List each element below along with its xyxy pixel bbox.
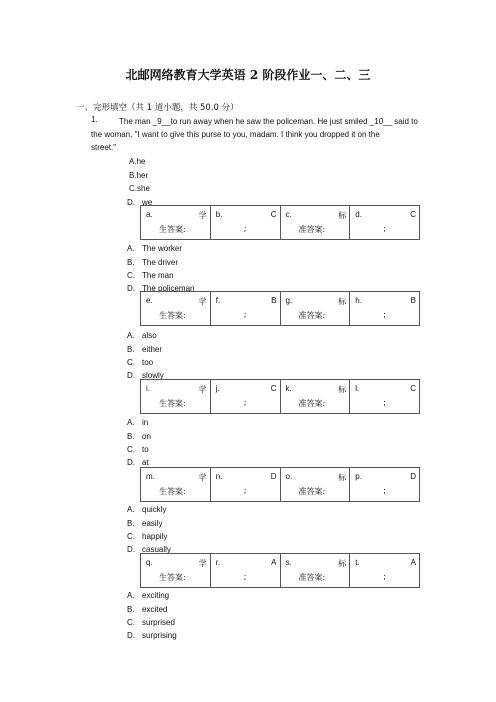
question-line: street." bbox=[91, 143, 117, 153]
question-line: The man _9__to run away when he saw the policeman. He just smiled _10__ said to bbox=[119, 117, 418, 126]
option-letter: A. bbox=[129, 157, 137, 166]
option-item bbox=[127, 432, 151, 441]
option-text: exciting bbox=[142, 591, 170, 600]
option-letter: D. bbox=[127, 371, 135, 380]
cell-label: b. bbox=[215, 210, 223, 219]
cell-label: f. bbox=[215, 296, 221, 305]
option-item bbox=[127, 618, 175, 627]
semicolon: ; bbox=[243, 398, 247, 407]
option-item bbox=[127, 258, 178, 267]
option-letter: A. bbox=[127, 418, 135, 427]
option-text: casually bbox=[142, 545, 171, 554]
option-text: The policeman bbox=[142, 284, 195, 293]
option-text: surprised bbox=[142, 618, 175, 627]
option-item bbox=[127, 519, 162, 528]
cell-label-bottom: 准答案: bbox=[298, 225, 326, 234]
option-item bbox=[127, 505, 166, 514]
cell-label-top: 学 bbox=[198, 559, 207, 568]
option-letter: D. bbox=[127, 545, 135, 554]
answer-cell bbox=[350, 292, 420, 326]
cell-label-bottom: 准答案: bbox=[298, 311, 326, 320]
answer-cell bbox=[210, 468, 280, 502]
answer-cell bbox=[141, 206, 211, 240]
cell-label-bottom: 生答案: bbox=[159, 487, 186, 496]
option-text: in bbox=[142, 418, 149, 427]
option-text: she bbox=[137, 184, 150, 193]
option-text: at bbox=[142, 458, 149, 467]
option-item bbox=[127, 244, 182, 253]
option-item bbox=[127, 605, 167, 614]
answer-cell bbox=[141, 554, 211, 588]
answer-cell bbox=[280, 554, 350, 588]
answer-value: D bbox=[410, 472, 416, 481]
cell-label: r. bbox=[215, 558, 221, 567]
option-letter: B. bbox=[129, 171, 137, 180]
option-letter: D. bbox=[127, 458, 135, 467]
option-text: The worker bbox=[142, 244, 183, 253]
option-item bbox=[129, 157, 145, 166]
option-text: The man bbox=[142, 271, 174, 280]
cell-label-top: 标 bbox=[338, 297, 347, 306]
option-letter: C. bbox=[129, 184, 137, 193]
option-letter: D. bbox=[127, 198, 135, 207]
answer-table bbox=[140, 291, 420, 326]
option-item bbox=[127, 271, 174, 280]
semicolon: ; bbox=[383, 486, 386, 495]
answer-value: C bbox=[270, 384, 277, 393]
question-number: 1. bbox=[91, 115, 98, 124]
question-text bbox=[91, 115, 418, 155]
cell-label-top: 标 bbox=[338, 473, 347, 482]
option-item bbox=[127, 591, 169, 600]
cell-label-bottom: 生答案: bbox=[159, 573, 186, 582]
option-text: quickly bbox=[142, 505, 167, 514]
answer-value: B bbox=[410, 296, 416, 305]
answer-cell bbox=[210, 206, 280, 240]
semicolon: ; bbox=[383, 572, 386, 581]
cell-label: i. bbox=[146, 384, 150, 393]
semicolon: ; bbox=[243, 310, 247, 319]
option-item bbox=[127, 445, 149, 454]
cell-label: c. bbox=[285, 210, 292, 219]
option-letter: B. bbox=[127, 345, 135, 354]
option-letter: A. bbox=[127, 244, 135, 253]
option-letter: A. bbox=[127, 591, 135, 600]
question-line: the woman, "I want to give this purse to you, madam. I think you dropped it on the bbox=[91, 130, 380, 140]
cell-label-top: 学 bbox=[198, 473, 207, 482]
option-letter: A. bbox=[127, 331, 135, 340]
cell-label-bottom: 准答案: bbox=[298, 487, 326, 496]
option-item bbox=[127, 331, 157, 340]
answer-value: D bbox=[270, 472, 277, 481]
answer-value: C bbox=[410, 384, 416, 393]
cell-label: g. bbox=[285, 296, 293, 305]
cell-label: p. bbox=[355, 472, 362, 481]
answer-cell bbox=[280, 206, 350, 240]
option-text: too bbox=[142, 358, 154, 367]
option-item bbox=[129, 171, 148, 180]
cell-label-bottom: 准答案: bbox=[298, 573, 326, 582]
cell-label-top: 学 bbox=[198, 297, 207, 306]
answer-cell bbox=[210, 292, 280, 326]
cell-label: a. bbox=[146, 210, 153, 219]
option-letter: D. bbox=[127, 631, 135, 640]
option-text: slowly bbox=[142, 371, 164, 380]
option-letter: C. bbox=[127, 358, 135, 367]
answer-cell bbox=[141, 292, 211, 326]
option-text: we bbox=[142, 198, 153, 207]
cell-label: n. bbox=[215, 472, 223, 481]
option-text: either bbox=[142, 345, 163, 354]
answer-cell bbox=[141, 380, 211, 414]
option-item bbox=[127, 358, 153, 367]
cell-label: q. bbox=[146, 558, 153, 567]
option-letter: B. bbox=[127, 605, 135, 614]
option-item bbox=[127, 418, 148, 427]
cell-label-bottom: 生答案: bbox=[159, 399, 186, 408]
option-text: also bbox=[142, 331, 157, 340]
answer-cell bbox=[210, 380, 280, 414]
option-item bbox=[127, 458, 149, 467]
option-letter: A. bbox=[127, 505, 135, 514]
semicolon: ; bbox=[383, 224, 386, 233]
option-item bbox=[127, 345, 162, 354]
answer-table bbox=[140, 205, 420, 240]
option-letter: B. bbox=[127, 432, 135, 441]
option-letter: C. bbox=[127, 271, 135, 280]
cell-label-bottom: 生答案: bbox=[159, 225, 186, 234]
cell-label: d. bbox=[355, 210, 362, 219]
option-text: happily bbox=[142, 532, 168, 541]
option-letter: B. bbox=[127, 519, 135, 528]
cell-label: l. bbox=[355, 384, 360, 393]
option-item bbox=[127, 532, 167, 541]
option-letter: C. bbox=[127, 618, 135, 627]
option-text: easily bbox=[142, 519, 163, 528]
option-text: to bbox=[142, 445, 149, 454]
option-text: on bbox=[142, 432, 151, 441]
answer-value: C bbox=[410, 210, 416, 219]
cell-label-top: 标 bbox=[338, 559, 347, 568]
answer-table bbox=[140, 467, 420, 502]
option-text: her bbox=[136, 171, 149, 180]
answer-cell bbox=[280, 292, 350, 326]
answer-cell bbox=[280, 380, 350, 414]
answer-value: A bbox=[271, 558, 277, 567]
cell-label: m. bbox=[146, 472, 155, 481]
cell-label-bottom: 生答案: bbox=[159, 311, 186, 320]
answer-cell bbox=[350, 554, 420, 588]
semicolon: ; bbox=[243, 486, 247, 495]
answer-cell bbox=[141, 468, 211, 502]
option-letter: C. bbox=[127, 445, 135, 454]
cell-label: j. bbox=[215, 384, 220, 393]
option-text: The driver bbox=[142, 258, 179, 267]
cell-label: e. bbox=[146, 296, 153, 305]
cell-label-top: 标 bbox=[338, 385, 347, 394]
semicolon: ; bbox=[243, 224, 247, 233]
option-text: excited bbox=[142, 605, 168, 614]
answer-value: C bbox=[270, 210, 277, 219]
cell-label: h. bbox=[355, 296, 362, 305]
option-item bbox=[129, 184, 150, 193]
option-letter: D. bbox=[127, 284, 135, 293]
answer-value: A bbox=[410, 558, 416, 567]
answer-table bbox=[140, 379, 420, 414]
answer-cell bbox=[210, 554, 280, 588]
answer-cell bbox=[350, 206, 420, 240]
cell-label-bottom: 准答案: bbox=[298, 399, 326, 408]
answer-value: B bbox=[271, 296, 277, 305]
answer-cell bbox=[280, 468, 350, 502]
answer-cell bbox=[350, 380, 420, 414]
option-item bbox=[127, 631, 177, 640]
semicolon: ; bbox=[243, 572, 247, 581]
option-letter: B. bbox=[127, 258, 135, 267]
answer-cell bbox=[350, 468, 420, 502]
option-text: he bbox=[136, 157, 146, 166]
cell-label: s. bbox=[285, 558, 292, 567]
cell-label-top: 标 bbox=[338, 211, 347, 220]
answer-table bbox=[140, 553, 420, 588]
semicolon: ; bbox=[383, 310, 386, 319]
page-title: 北邮网络教育大学英语 2 阶段作业一、二、三 bbox=[125, 68, 371, 82]
cell-label-top: 学 bbox=[198, 211, 207, 220]
section-heading: 一、完形填空（共 1 道小题，共 50.0 分） bbox=[76, 103, 239, 113]
option-letter: C. bbox=[127, 532, 135, 541]
cell-label: o. bbox=[285, 472, 293, 481]
cell-label: k. bbox=[285, 384, 292, 393]
cell-label: t. bbox=[355, 558, 360, 567]
cell-label-top: 学 bbox=[198, 385, 207, 394]
option-text: surprising bbox=[142, 631, 177, 640]
semicolon: ; bbox=[383, 398, 386, 407]
